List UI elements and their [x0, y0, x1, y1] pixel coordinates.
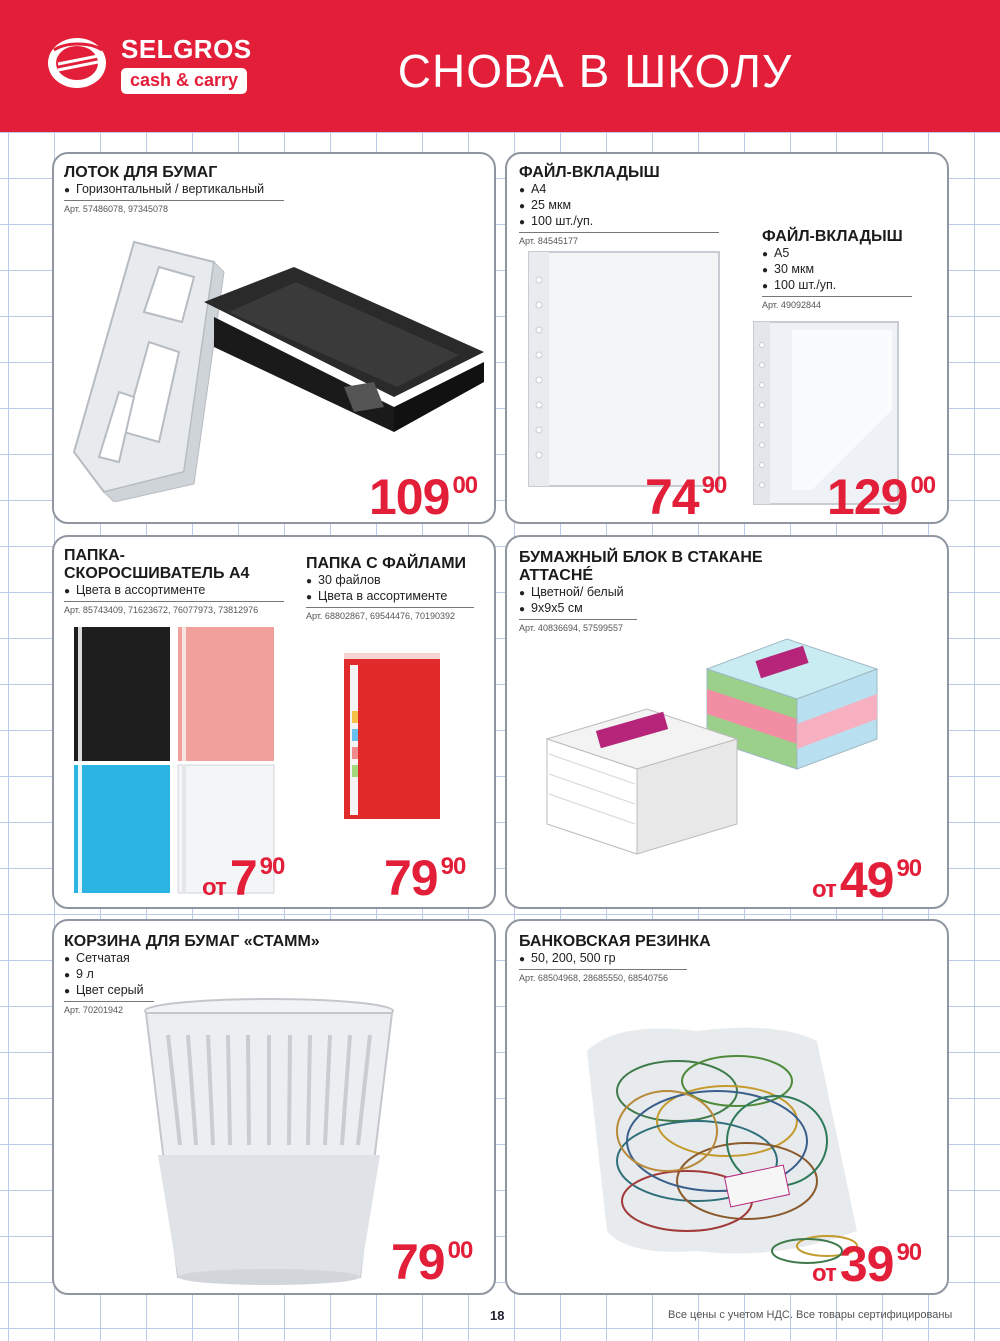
rubber-bands-image [577, 1011, 877, 1271]
paper-block-image [537, 629, 917, 869]
product-card-rubber-bands[interactable] [505, 919, 949, 1295]
product-info [64, 164, 284, 214]
price-main: 79 [391, 1234, 445, 1290]
folder-with-files-image [342, 651, 442, 821]
price-tag [391, 1234, 473, 1290]
feature-item: ● 9х9х5 см [519, 601, 637, 617]
page-header [0, 0, 1000, 132]
article-number: Арт. 57486078, 97345078 [64, 204, 169, 214]
product-card-sleeves[interactable] [505, 152, 949, 524]
price-cents: 90 [440, 853, 466, 880]
product-info [519, 549, 763, 633]
feature-item: ● Цвета в ассортименте [64, 583, 284, 599]
footer-note: Все цены с учетом НДС. Все товары сертифицированы [668, 1309, 953, 1321]
feature-item: ● 100 шт./уп. [519, 214, 719, 230]
product-card-folders[interactable] [52, 535, 496, 909]
product-info-folder-files [306, 555, 474, 621]
feature-list [519, 182, 719, 233]
price-main: 49 [839, 852, 894, 908]
product-name-line2: ATTACHÉ [519, 567, 594, 584]
brand-subtitle: cash & carry [121, 68, 247, 94]
paper-tray-image [64, 222, 494, 502]
price-tag-a5 [827, 469, 936, 524]
feature-item: ● Цвета в ассортименте [306, 589, 474, 605]
price-tag-folder [202, 850, 285, 906]
product-name-line1: БУМАЖНЫЙ БЛОК В СТАКАНЕ [519, 549, 763, 566]
product-card-paper-block[interactable] [505, 535, 949, 909]
price-tag [812, 852, 922, 908]
price-main: 109 [369, 469, 450, 524]
feature-list [762, 246, 912, 297]
price-main: 39 [839, 1236, 894, 1292]
feature-item: ● Горизонтальный / вертикальный [64, 182, 284, 198]
feature-item: ● 50, 200, 500 гр [519, 951, 687, 967]
price-main: 79 [384, 850, 438, 906]
product-name: ПАПКА С ФАЙЛАМИ [306, 555, 467, 572]
price-main: 7 [229, 850, 257, 906]
feature-list [519, 951, 687, 970]
price-cents: 00 [452, 472, 478, 499]
product-name: ФАЙЛ-ВКЛАДЫШ [762, 228, 903, 245]
price-main: 74 [645, 469, 699, 524]
feature-item: ● 30 мкм [762, 262, 912, 278]
product-info-folder [64, 547, 284, 615]
article-number: Арт. 49092844 [762, 300, 821, 310]
product-name: БАНКОВСКАЯ РЕЗИНКА [519, 933, 711, 950]
article-number: Арт. 70201942 [64, 1005, 123, 1015]
price-tag [812, 1236, 922, 1292]
feature-list [306, 573, 474, 608]
product-info-a4 [519, 164, 719, 246]
sleeve-a4-image [527, 250, 723, 490]
feature-item: ● 25 мкм [519, 198, 719, 214]
waste-basket-image [138, 995, 400, 1287]
price-cents: 00 [910, 472, 936, 499]
price-cents: 90 [896, 1239, 922, 1266]
product-name: ФАЙЛ-ВКЛАДЫШ [519, 164, 660, 181]
article-number: Арт. 68504968, 28685550, 68540756 [519, 973, 669, 983]
feature-list [519, 585, 637, 620]
feature-item: ● Цвет серый [64, 983, 154, 999]
feature-item: ● 30 файлов [306, 573, 474, 589]
feature-list [64, 583, 284, 602]
brand-name: SELGROS [121, 34, 252, 64]
selgros-logo[interactable] [46, 30, 266, 100]
product-card-tray[interactable] [52, 152, 496, 524]
product-info-a5 [762, 228, 912, 310]
price-prefix: от [812, 1260, 836, 1287]
product-name-line1: ПАПКА- [64, 547, 125, 564]
price-prefix: от [812, 876, 836, 903]
product-name: ЛОТОК ДЛЯ БУМАГ [64, 164, 218, 181]
article-number: Арт. 40836694, 57599557 [519, 623, 624, 633]
selgros-plate-icon [46, 36, 108, 90]
price-prefix: от [202, 874, 226, 901]
product-card-basket[interactable] [52, 919, 496, 1295]
product-name: КОРЗИНА ДЛЯ БУМАГ «СТАММ» [64, 933, 320, 950]
price-tag-folder-files [384, 850, 466, 906]
price-cents: 90 [701, 472, 727, 499]
feature-item: ● Цветной/ белый [519, 585, 637, 601]
product-info [519, 933, 711, 983]
feature-list [64, 182, 284, 201]
feature-item: ● А5 [762, 246, 912, 262]
price-tag [369, 469, 478, 524]
feature-item: ● Сетчатая [64, 951, 154, 967]
price-cents: 90 [896, 855, 922, 882]
page-number: 18 [490, 1308, 505, 1323]
price-main: 129 [827, 469, 908, 524]
article-number: Арт. 84545177 [519, 236, 578, 246]
article-number: Арт. 68802867, 69544476, 70190392 [306, 611, 456, 621]
feature-item: ● А4 [519, 182, 719, 198]
price-cents: 90 [259, 853, 285, 880]
product-name-line2: СКОРОСШИВАТЕЛЬ А4 [64, 565, 250, 582]
feature-item: ● 9 л [64, 967, 154, 983]
price-cents: 00 [447, 1237, 473, 1264]
feature-item: ● 100 шт./уп. [762, 278, 912, 294]
article-number: Арт. 85743409, 71623672, 76077973, 73812976 [64, 605, 259, 615]
price-tag-a4 [645, 469, 727, 524]
page-title: СНОВА В ШКОЛУ [397, 45, 793, 97]
